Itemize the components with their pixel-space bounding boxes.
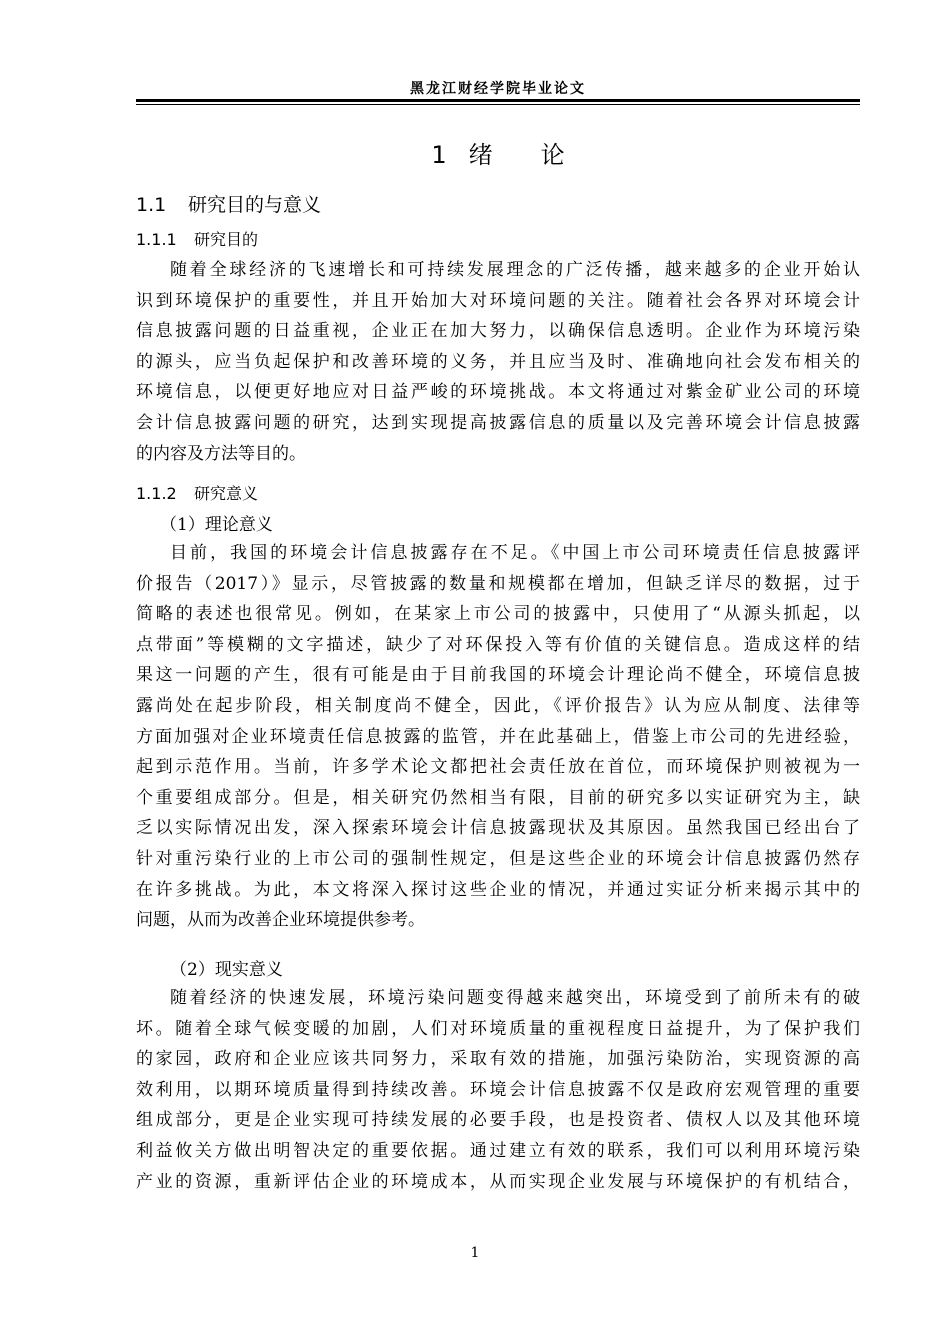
text-line: 露尚处在起步阶段，相关制度尚不健全，因此，《评价报告》认为应从制度、法律等 (136, 695, 860, 716)
text-line: 果这一问题的产生，很有可能是由于目前我国的环境会计理论尚不健全，环境信息披 (136, 665, 860, 686)
section-title: 研究意义 (194, 484, 259, 503)
header-rule-thick (136, 99, 860, 102)
chapter-title (136, 135, 860, 170)
text-line: 问题，从而为改善企业环境提供参考。 (136, 910, 425, 931)
text-line: 的内容及方法等目的。 (136, 443, 306, 464)
text-line: 目前，我国的环境会计信息披露存在不足。《中国上市公司环境责任信息披露评 (170, 543, 860, 563)
text-line: 随着经济的快速发展，环境污染问题变得越来越突出，环境受到了前所未有的破 (170, 988, 860, 1008)
text-line: 个重要组成部分。但是，相关研究仍然相当有限，目前的研究多以实证研究为主，缺 (136, 787, 860, 808)
section-heading-1-1-1 (136, 227, 258, 250)
text-line: 针对重污染行业的上市公司的强制性规定，但是这些企业的环境会计信息披露仍然存 (136, 848, 860, 869)
text-line: 环境信息，以便更好地应对日益严峻的环境挑战。本文将通过对紫金矿业公司的环境 (136, 382, 860, 403)
text-line: 的家园，政府和企业应该共同努力，采取有效的措施，加强污染防治，实现资源的高 (136, 1049, 860, 1070)
subheading-practical-significance: （2）现实意义 (170, 960, 283, 980)
chapter-number: 1 (431, 141, 447, 169)
paragraph-theoretical-significance (136, 538, 860, 936)
page-number: 1 (470, 1245, 480, 1261)
text-line: 乏以实际情况出发，深入探索环境会计信息披露现状及其原因。虽然我国已经出台了 (136, 818, 860, 839)
text-line: 起到示范作用。当前，许多学术论文都把社会责任放在首位，而环境保护则被视为一 (136, 757, 860, 778)
section-title: 研究目的与意义 (188, 194, 322, 216)
section-number: 1.1.1 (136, 230, 177, 249)
section-heading-1-1 (136, 190, 321, 217)
text-line: 产业的资源，重新评估企业的环境成本，从而实现企业发展与环境保护的有机结合， (136, 1171, 860, 1192)
paragraph-practical-significance (136, 983, 860, 1197)
text-line: 方面加强对企业环境责任信息披露的监管，并在此基础上，借鉴上市公司的先进经验， (136, 726, 860, 747)
text-line: 效利用，以期环境质量得到持续改善。环境会计信息披露不仅是政府宏观管理的重要 (136, 1079, 860, 1100)
section-number: 1.1.2 (136, 484, 177, 503)
section-number: 1.1 (136, 194, 167, 216)
chapter-title-char-2: 论 (540, 141, 565, 169)
text-line: 会计信息披露问题的研究，达到实现提高披露信息的质量以及完善环境会计信息披露 (136, 412, 860, 433)
text-line: 价报告（2017）》显示，尽管披露的数量和规模都在增加，但缺乏详尽的数据，过于 (136, 573, 860, 594)
text-line: 组成部分，更是企业实现可持续发展的必要手段，也是投资者、债权人以及其他环境 (136, 1110, 860, 1131)
page-header-title: 黑龙江财经学院毕业论文 (410, 81, 586, 97)
section-heading-1-1-2 (136, 481, 258, 504)
text-line: 简略的表述也很常见。例如，在某家上市公司的披露中，只使用了“从源头抓起，以 (136, 604, 860, 625)
header-rule-thin (136, 104, 860, 105)
text-line: 点带面”等模糊的文字描述，缺少了对环保投入等有价值的关键信息。造成这样的结 (136, 634, 860, 655)
paragraph-research-purpose (136, 255, 860, 469)
text-line: 坏。随着全球气候变暖的加剧，人们对环境质量的重视程度日益提升，为了保护我们 (136, 1018, 860, 1039)
text-line: 的源头，应当负起保护和改善环境的义务，并且应当及时、准确地向社会发布相关的 (136, 351, 860, 372)
text-line: 识到环境保护的重要性，并且开始加大对环境问题的关注。随着社会各界对环境会计 (136, 290, 860, 311)
text-line: 信息披露问题的日益重视，企业正在加大努力，以确保信息透明。企业作为环境污染 (136, 321, 860, 342)
subheading-theoretical-significance: （1）理论意义 (160, 515, 273, 535)
chapter-title-char-1: 绪 (468, 141, 493, 169)
text-line: 利益攸关方做出明智决定的重要依据。通过建立有效的联系，我们可以利用环境污染 (136, 1140, 860, 1161)
text-line: 随着全球经济的飞速增长和可持续发展理念的广泛传播，越来越多的企业开始认 (170, 260, 860, 280)
section-title: 研究目的 (194, 230, 259, 249)
text-line: 在许多挑战。为此，本文将深入探讨这些企业的情况，并通过实证分析来揭示其中的 (136, 879, 860, 900)
